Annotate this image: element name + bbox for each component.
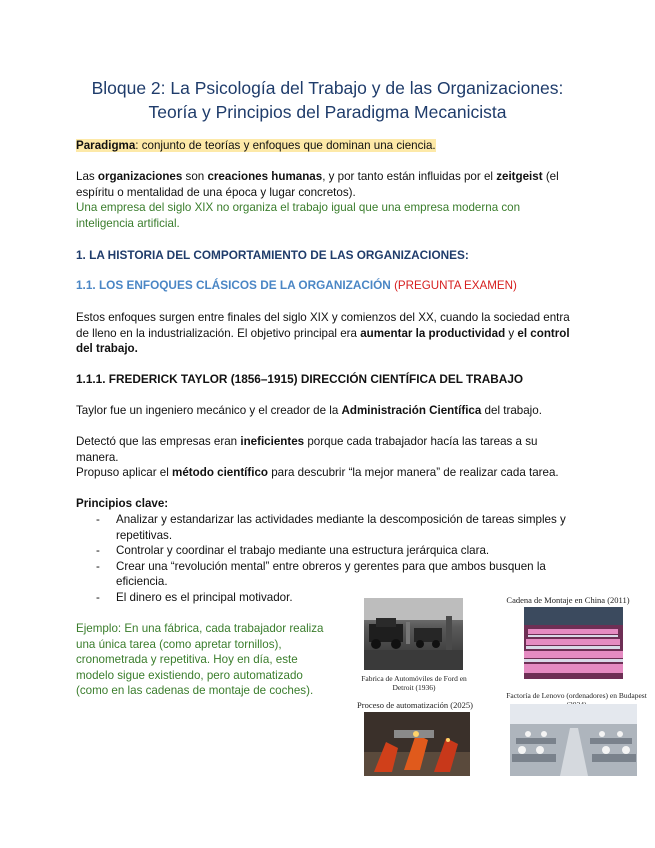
text-run: Detectó que las empresas eran xyxy=(76,435,241,448)
bold-ineficientes: ineficientes xyxy=(240,435,305,448)
taylor-paragraph-2 xyxy=(76,434,576,481)
dash-marker: - xyxy=(96,559,100,573)
text-run: Las xyxy=(76,170,98,183)
bold-zeitgeist: zeitgeist xyxy=(496,170,543,183)
list-item-text: Controlar y coordinar el trabajo mediante una estructura jerárquica clara. xyxy=(116,544,490,557)
list-item xyxy=(96,559,576,590)
automation-photo xyxy=(364,712,470,776)
lenovo-caption: Factoría de Lenovo (ordenadores) en Budapest xyxy=(506,691,647,700)
list-item-text: Analizar y estandarizar las actividades mediante la descomposición de tareas simples y repetitivas. xyxy=(116,513,566,542)
bold-control: el control del trabajo. xyxy=(76,326,570,355)
text-run: Taylor fue un ingeniero mecánico y el creador de la xyxy=(76,404,342,417)
list-item xyxy=(96,512,576,543)
bold-organizaciones: organizaciones xyxy=(97,170,183,183)
ford-factory-photo xyxy=(364,598,463,670)
china-caption: Cadena de Montaje en China (2011) xyxy=(506,595,630,605)
lenovo-factory-photo xyxy=(510,704,637,776)
list-item xyxy=(96,543,576,559)
paradigma-definition xyxy=(76,138,576,154)
paradigma-term: Paradigma xyxy=(76,139,136,152)
bold-productividad: aumentar la productividad xyxy=(360,326,506,340)
text-run: Estos enfoques surgen entre finales del siglo XIX y comienzos del XX, cuando la sociedad entra de lleno en la industrialización. El objetivo principal era xyxy=(76,311,570,340)
section-1-1-heading xyxy=(76,278,596,294)
title-line-2: Teoría y Principios del Paradigma Mecanicista xyxy=(148,102,507,122)
automation-caption: Proceso de automatización (2025) xyxy=(357,700,473,710)
china-assembly-illustration xyxy=(524,607,623,679)
paradigma-text: : conjunto de teorías y enfoques que dominan una ciencia. xyxy=(135,139,436,152)
ford-caption: Fabrica de Automóviles de Ford en Detroit (1936) xyxy=(361,674,467,692)
list-item-text: Crear una “revolución mental” entre obreros y gerentes para que ambos busquen la eficiencia. xyxy=(116,559,546,588)
principles-heading: Principios clave: xyxy=(76,497,169,510)
text-run: (el espíritu o mentalidad de una época y lugar concretos). xyxy=(76,170,559,199)
list-item-text: El dinero es el principal motivador. xyxy=(116,590,293,604)
example-paragraph: Ejemplo: En una fábrica, cada trabajador realiza una única tarea (como apretar tornillos), cronometrada y repetitiva. Hoy en día, este modelo sigue existiendo, pero automatizado (como en las cadenas de montaje de coches). xyxy=(76,622,324,697)
text-run: y xyxy=(505,326,518,340)
bold-metodo-cientifico: método científico xyxy=(172,466,269,479)
exam-tag: (PREGUNTA EXAMEN) xyxy=(390,279,517,292)
text-run: para descubrir “la mejor manera” de realizar cada tarea. xyxy=(268,466,559,479)
principles-list xyxy=(96,512,576,605)
china-assembly-photo xyxy=(524,607,623,679)
automation-illustration xyxy=(364,712,470,776)
title-line-1: Bloque 2: La Psicología del Trabajo y de las Organizaciones: xyxy=(91,78,564,98)
section-1-1-title: 1.1. LOS ENFOQUES CLÁSICOS DE LA ORGANIZACIÓN xyxy=(76,278,391,292)
lenovo-factory-illustration xyxy=(510,704,637,776)
text-run: , y por tanto están influidas por el xyxy=(322,170,497,183)
taylor-paragraph-1 xyxy=(76,403,576,419)
text-run: porque cada trabajador hacía las tareas a su manera. xyxy=(76,435,538,464)
ford-factory-illustration xyxy=(364,598,463,670)
organizaciones-paragraph xyxy=(76,169,576,231)
dash-marker: - xyxy=(96,513,100,526)
bold-creaciones-humanas: creaciones humanas xyxy=(207,170,323,183)
organizaciones-example: Una empresa del siglo XIX no organiza el trabajo igual que una empresa moderna con inteligencia artificial. xyxy=(76,201,521,230)
taylor-paragraph-3 xyxy=(76,465,576,481)
page-title xyxy=(40,76,615,124)
text-run: son xyxy=(182,170,208,183)
dash-marker: - xyxy=(96,544,100,557)
section-1-1-paragraph xyxy=(76,310,576,357)
text-run: Propuso aplicar el xyxy=(76,466,173,479)
section-1-heading: 1. LA HISTORIA DEL COMPORTAMIENTO DE LAS ORGANIZACIONES: xyxy=(76,248,469,262)
bold-administracion-cientifica: Administración Científica xyxy=(341,404,482,417)
section-1-1-1-heading: 1.1.1. FREDERICK TAYLOR (1856–1915) DIRECCIÓN CIENTÍFICA DEL TRABAJO xyxy=(76,372,524,386)
text-run: del trabajo. xyxy=(481,404,542,417)
dash-marker: - xyxy=(96,590,100,604)
